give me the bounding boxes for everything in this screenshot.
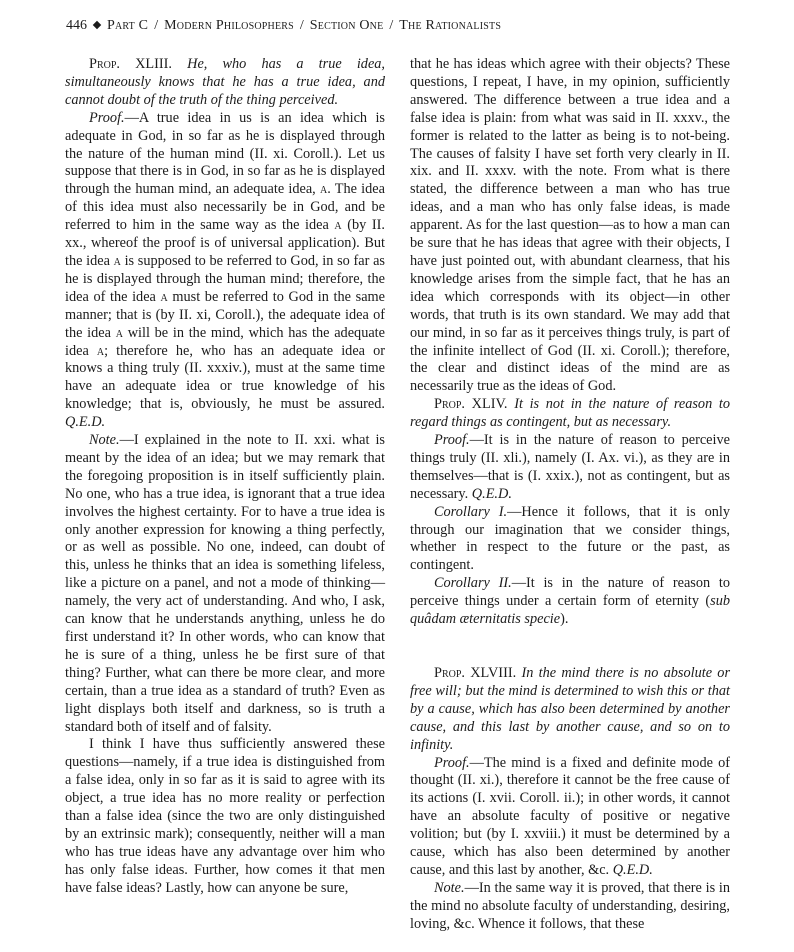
proof-text: will be in the mind, which has the adequate idea: [65, 324, 386, 359]
note-paragraph: [410, 880, 730, 934]
proof-paragraph: [410, 755, 730, 880]
note-paragraph: [65, 432, 385, 736]
page-number: 446: [66, 18, 87, 33]
symbol-a: a: [96, 342, 105, 359]
prop-label: Prop. XLIII.: [89, 56, 173, 72]
prop-label: Prop. XLIV.: [434, 396, 508, 413]
proof-text: —It is in the nature of reason to perceive things truly (II. xli.), namely (I. Ax. vi.), as they are in themselves—that is (I. xxix.), not as contingent, but as necessary.: [410, 432, 730, 502]
symbol-a: a: [113, 252, 121, 269]
header-part-title: Modern Philosophers: [164, 18, 294, 33]
diamond-icon: [93, 21, 101, 29]
symbol-a: a: [115, 324, 123, 341]
prop-statement: It is not in the nature of reason to regard things as contingent, but as necessary.: [410, 396, 730, 431]
proof-text: must be referred to God in the same manner; that is (by II. xi, Coroll.), the adequate idea of the idea: [65, 288, 386, 341]
proposition-44: [410, 396, 730, 432]
corollary-paragraph: [410, 575, 730, 629]
symbol-a: a: [160, 288, 168, 305]
header-section-title: The Rationalists: [399, 18, 502, 33]
corollary-label: Corollary II.: [434, 575, 512, 592]
prop-label: Prop. XLVIII.: [434, 665, 517, 681]
corollary-text: —Hence it follows, that it is only through our imagination that we consider things, whether in respect to the future or the past, as contingent.: [410, 503, 731, 574]
proof-text: is supposed to be referred to God, in so far as he is displayed through the human mind; therefore, the idea of the idea: [65, 252, 385, 305]
note-label: Note.: [434, 879, 465, 896]
proof-text: —The mind is a fixed and definite mode of thought (II. xi.), therefore it cannot be the free cause of its actions (I. xvii. Coroll. ii.); in other words, it cannot have an absolute faculty of positive or negative volition; but (by I. xxviii.) it must be determined by a cause, which has also been determined by another cause, and this last by another, &c.: [410, 754, 730, 878]
header-separator: /: [299, 18, 304, 33]
symbol-a: a: [334, 217, 342, 234]
proposition-48: [410, 665, 730, 755]
proposition-43: [65, 56, 385, 110]
body-paragraph: I think I have thus sufficiently answered these questions—namely, if a true idea is distinguished from a false idea, only in so far as it is said to agree with its object, a true idea has no more reality or perfection than a false idea (since the two are only distinguished by an extrinsic mark); consequently, neither will a man who has true ideas have any advantage over him who has only false ideas. Further, how comes it that men have false ideas? Lastly, how can anyone be sure,: [65, 736, 385, 896]
proof-label: Proof.: [434, 754, 470, 771]
proof-label: Proof.: [89, 109, 125, 126]
note-text: —In the same way it is proved, that there is in the mind no absolute faculty of understanding, desiring, loving, &c. Whence it follows, that these: [410, 879, 730, 932]
proof-text: . The idea of this idea must also necessarily be in God, and be referred to him in the same way as the idea: [65, 181, 385, 234]
corollary-text: —It is in the nature of reason to perceive things under a certain form of eternity (: [410, 575, 730, 610]
corollary-label: Corollary I.: [434, 503, 508, 520]
proof-text: ; therefore he, who has an adequate idea or knows a thing truly (II. xxxiv.), must at the same time have an adequate idea or true knowledge of his knowledge; that is, obviously, he must be assured.: [65, 342, 386, 413]
note-label: Note.: [89, 432, 120, 449]
proof-text: —A true idea in us is an idea which is adequate in God, in so far as he is displayed through the nature of the human mind (II. xi. Coroll.). Let us suppose that there is in God, in so far as he is displayed through the human mind, an adequate idea,: [65, 109, 385, 198]
latin-phrase: sub quâdam æternitatis specie: [410, 593, 730, 628]
corollary-text: ).: [560, 611, 569, 628]
proof-paragraph: [65, 110, 385, 432]
note-text: —I explained in the note to II. xxi. what is meant by the idea of an idea; but we may remark that the foregoing proposition is in itself sufficiently plain. No one, who has a true idea, is ignorant that a true idea involves the highest certainty. For to have a true idea is only another expression for knowing a thing perfectly, or as well as possible. No one, indeed, can doubt of this, unless he thinks that an idea is something lifeless, like a picture on a panel, and not a mode of thinking—namely, the very act of understanding. And who, I ask, can know that he understands anything, unless he do first understand it? In other words, who can know that he is sure of a thing, unless he be first sure of that thing? Further, what can there be more clear, and more certain, than a true idea as a standard of truth? Even as light displays both itself and darkness, so is truth a standard both of itself and of falsity.: [65, 432, 385, 735]
body-paragraph: that he has ideas which agree with their objects? These questions, I repeat, I have, in my opinion, sufficiently answered. The difference between a true idea and a false idea is plain: from what was said in II. xxxv., the former is related to the latter as being is to not-being. The causes of falsity I have set forth very clearly in II. xix. and II. xxxv. with the note. From what is there stated, the difference between a man who has true ideas, and a man who has only false ideas, is made apparent. As for the last question—as to how a man can be sure that he has ideas that agree with their objects, I have just pointed out, with abundant clearness, that his knowledge arises from the simple fact, that he has an idea which corresponds with its object—in other words, that truth is its own standard. We may add that our mind, in so far as it perceives things truly, is part of the infinite intellect of God (II. xi. Coroll.); therefore, the clear and distinct ideas of the mind are as necessarily true as the ideas of God.: [410, 56, 730, 395]
header-part: Part C: [107, 18, 149, 33]
right-column: [410, 56, 730, 934]
proof-text: (by II. xx., whereof the proof is of universal application). But the idea: [65, 217, 385, 269]
proof-label: Proof.: [434, 432, 470, 449]
section-gap: [410, 629, 730, 665]
left-column: [65, 56, 385, 898]
prop-statement: He, who has a true idea, simultaneously knows that he has a true idea, and cannot doubt of the truth of the thing perceived.: [65, 56, 386, 108]
header-section: Section One: [309, 18, 384, 33]
corollary-paragraph: [410, 504, 730, 576]
prop-statement: In the mind there is no absolute or free will; but the mind is determined to wish this or that by a cause, which has also been determined by another cause, and this last by another cause, and so on to infinity.: [410, 665, 731, 753]
running-header: [66, 16, 746, 36]
proof-paragraph: [410, 432, 730, 504]
qed: Q.E.D.: [65, 414, 106, 431]
qed: Q.E.D.: [471, 485, 512, 502]
qed: Q.E.D.: [612, 861, 653, 878]
header-separator: /: [154, 18, 159, 33]
symbol-a: a: [319, 181, 328, 198]
header-separator: /: [389, 18, 394, 33]
